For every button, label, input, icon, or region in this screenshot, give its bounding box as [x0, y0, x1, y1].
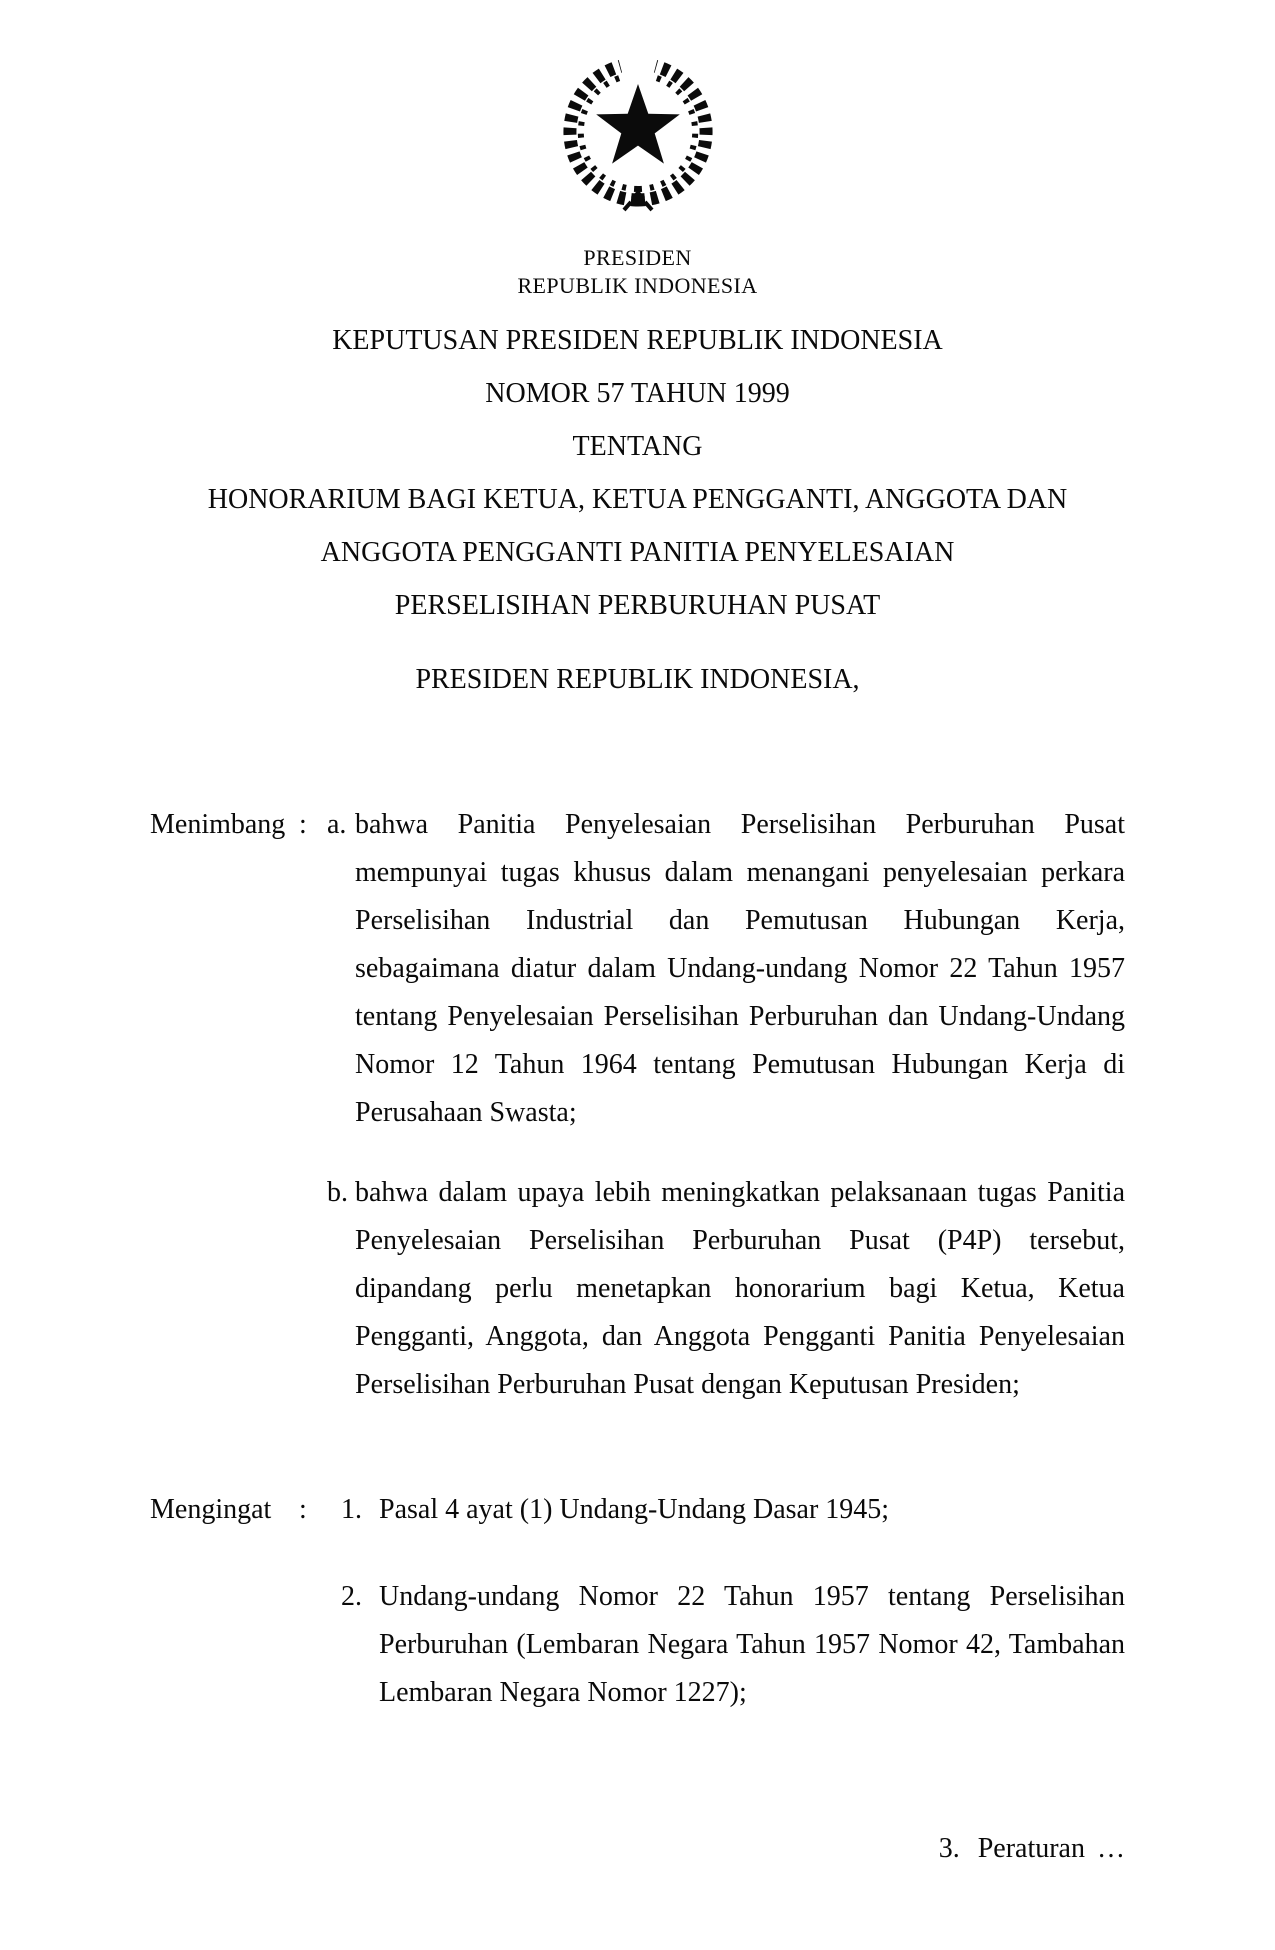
list-item-1	[341, 1486, 1125, 1534]
section-label-mengingat: Mengingat	[150, 1494, 272, 1525]
title-line-keputusan: KEPUTUSAN PRESIDEN REPUBLIK INDONESIA	[332, 325, 943, 356]
letterhead	[0, 244, 1275, 300]
decree-title	[0, 314, 1275, 632]
list-item-2-text: Undang-undang Nomor 22 Tahun 1957 tentang Perselisihan Perburuhan (Lembaran Negara Tahun 1957 Nomor 42, Tambahan Lembaran Negara Nomor 1227);	[379, 1581, 1125, 1708]
mengingat-items	[341, 1486, 1125, 1717]
title-line-anggota-pengganti: ANGGOTA PENGGANTI PANITIA PENYELESAIAN	[320, 537, 955, 568]
salutation: PRESIDEN REPUBLIK INDONESIA,	[415, 664, 860, 695]
section-colon: :	[299, 1494, 307, 1525]
list-item-2	[341, 1573, 1125, 1717]
section-colon: :	[299, 809, 307, 840]
list-marker-2: 2.	[341, 1581, 362, 1612]
list-item-b-text: bahwa dalam upaya lebih meningkatkan pelaksanaan tugas Panitia Penyelesaian Perselisihan Perburuhan Pusat (P4P) tersebut, dipandang perlu menetapkan honorarium bagi Ketua, Ketua Pengganti, Anggota, dan Anggota Pengganti Panitia Penyelesaian Perselisihan Perburuhan Pusat dengan Keputusan Presiden;	[355, 1177, 1125, 1400]
letterhead-presiden: PRESIDEN	[583, 245, 692, 270]
list-marker-b: b.	[327, 1177, 348, 1208]
title-line-perselisihan: PERSELISIHAN PERBURUHAN PUSAT	[394, 590, 881, 621]
list-item-1-text: Pasal 4 ayat (1) Undang-Undang Dasar 1945;	[379, 1494, 890, 1525]
list-marker-1: 1.	[341, 1494, 362, 1525]
section-mengingat	[150, 1486, 1125, 1717]
title-line-nomor: NOMOR 57 TAHUN 1999	[485, 378, 790, 409]
list-item-a-text: bahwa Panitia Penyelesaian Perselisihan Perburuhan Pusat mempunyai tugas khusus dalam menangani penyelesaian perkara Perselisihan Industrial dan Pemutusan Hubungan Kerja, sebagaimana diatur dalam Undang-undang Nomor 22 Tahun 1957 tentang Penyelesaian Perselisihan Perburuhan dan Undang-Undang Nomor 12 Tahun 1964 tentang Pemutusan Hubungan Kerja di Perusahaan Swasta;	[355, 809, 1125, 1128]
list-marker-a: a.	[327, 809, 347, 840]
section-label-menimbang: Menimbang	[150, 809, 286, 840]
page-catchword	[939, 1825, 1125, 1873]
catchword-ellipsis: …	[1097, 1833, 1125, 1864]
title-line-honorarium: HONORARIUM BAGI KETUA, KETUA PENGGANTI, ANGGOTA DAN	[207, 484, 1068, 515]
catchword-marker: 3.	[938, 1833, 960, 1864]
menimbang-items	[327, 801, 1125, 1409]
presidential-star-wreath-emblem-icon	[558, 56, 718, 212]
list-item-b	[327, 1169, 1125, 1409]
section-menimbang	[150, 801, 1125, 1409]
catchword-word: Peraturan	[977, 1833, 1085, 1864]
title-line-tentang: TENTANG	[572, 431, 703, 462]
letterhead-republik-indonesia: REPUBLIK INDONESIA	[517, 273, 758, 298]
list-item-a	[327, 801, 1125, 1137]
